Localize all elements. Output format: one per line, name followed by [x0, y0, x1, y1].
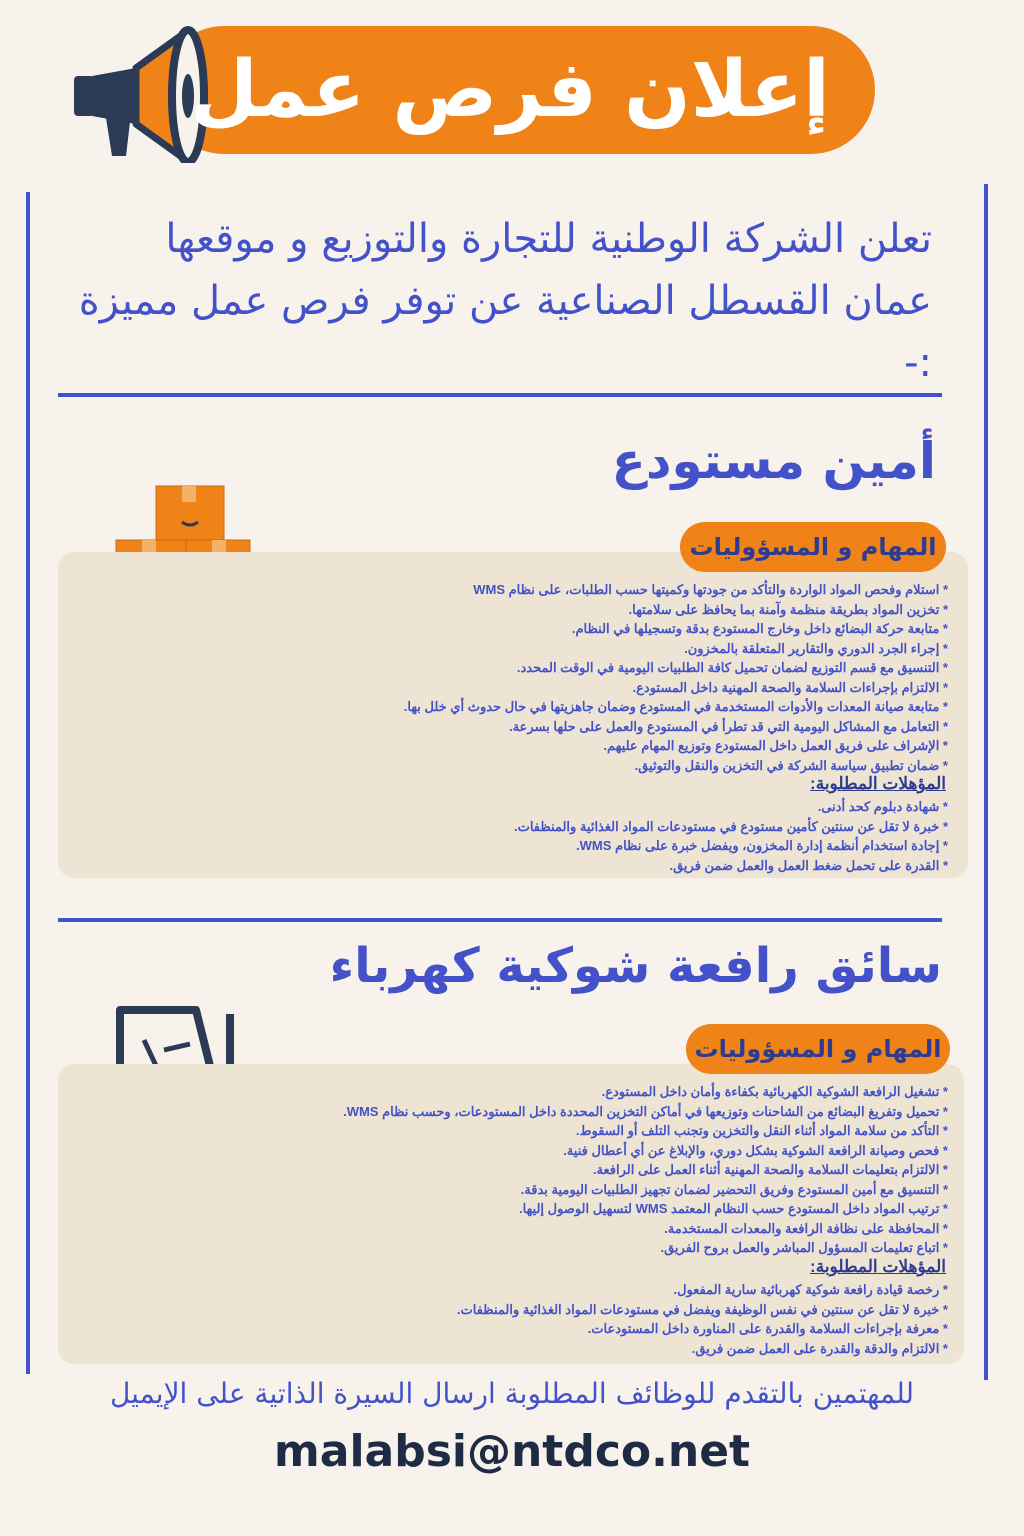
- frame-left-line: [26, 192, 30, 1374]
- page-title: إعلان فرص عمل: [190, 45, 830, 135]
- list-item: * رخصة قيادة رافعة شوكية كهربائية سارية المفعول.: [673, 1282, 948, 1297]
- list-item: * إجادة استخدام أنظمة إدارة المخزون، ويفضل خبرة على نظام WMS.: [576, 838, 948, 853]
- list-item: * متابعة صيانة المعدات والأدوات المستخدمة في المستودع وضمان جاهزيتها في حال حدوث أي خلل بها.: [403, 699, 948, 714]
- tasks-list: [300, 580, 948, 775]
- qualifications-list: [286, 1280, 948, 1358]
- list-item: * شهادة دبلوم كحد أدنى.: [817, 799, 948, 814]
- divider: [58, 918, 942, 922]
- list-item: * التنسيق مع أمين المستودع وفريق التحضير لضمان تجهيز الطلبيات اليومية بدقة.: [520, 1181, 948, 1197]
- qualifications-label: المؤهلات المطلوبة:: [810, 774, 946, 793]
- list-item: * خبرة لا تقل عن سنتين في نفس الوظيفة ويفضل في مستودعات المواد الغذائية والمنظفات.: [456, 1301, 948, 1317]
- list-item: * التأكد من سلامة المواد أثناء النقل والتخزين وتجنب التلف أو السقوط.: [575, 1123, 948, 1138]
- frame-right-line: [984, 184, 988, 1380]
- list-item: * الالتزام بإجراءات السلامة والصحة المهنية داخل المستودع.: [632, 679, 948, 695]
- list-item: * المحافظة على نظافة الرافعة والمعدات المستخدمة.: [664, 1220, 948, 1236]
- tasks-list: [286, 1082, 948, 1258]
- list-item: * الالتزام والدقة والقدرة على العمل ضمن فريق.: [691, 1340, 948, 1356]
- list-item: * الالتزام بتعليمات السلامة والصحة المهنية أثناء العمل على الرافعة.: [592, 1162, 948, 1177]
- job-title: أمين مستودع: [611, 432, 936, 490]
- call-to-action: للمهتمين بالتقدم للوظائف المطلوبة ارسال السيرة الذاتية على الإيميل: [109, 1377, 915, 1410]
- list-item: * تخزين المواد بطريقة منظمة وآمنة بما يحافظ على سلامتها.: [628, 601, 948, 617]
- list-item: * القدرة على تحمل ضغط العمل والعمل ضمن فريق.: [669, 857, 948, 873]
- list-item: * ضمان تطبيق سياسة الشركة في التخزين والنقل والتوثيق.: [634, 757, 948, 773]
- intro-text: تعلن الشركة الوطنية للتجارة والتوزيع و موقعها عمان القسطل الصناعية عن توفر فرص عمل مميزة :-: [78, 216, 932, 386]
- list-item: * اتباع تعليمات المسؤول المباشر والعمل بروح الفريق.: [660, 1240, 948, 1255]
- list-item: * معرفة بإجراءات السلامة والقدرة على المناورة داخل المستودعات.: [587, 1321, 948, 1336]
- list-item: * الإشراف على فريق العمل داخل المستودع وتوزيع المهام عليهم.: [603, 738, 948, 753]
- list-item: * تحميل وتفريغ البضائع من الشاحنات وتوزيعها في أماكن التخزين المحددة داخل المستودعات، وحسب نظام WMS.: [343, 1103, 948, 1119]
- qualifications-label: المؤهلات المطلوبة:: [810, 1257, 946, 1276]
- contact-email[interactable]: malabsi@ntdco.net: [273, 1426, 751, 1477]
- divider: [58, 393, 942, 397]
- list-item: * تشغيل الرافعة الشوكية الكهربائية بكفاءة وأمان داخل المستودع.: [601, 1084, 948, 1099]
- list-item: * فحص وصيانة الرافعة الشوكية بشكل دوري، والإبلاغ عن أي أعطال فنية.: [563, 1142, 948, 1158]
- tasks-label: المهام و المسؤوليات: [686, 1024, 950, 1074]
- list-item: * متابعة حركة البضائع داخل وخارج المستودع بدقة وتسجيلها في النظام.: [571, 621, 948, 636]
- list-item: * خبرة لا تقل عن سنتين كأمين مستودع في مستودعات المواد الغذائية والمنظفات.: [513, 818, 948, 834]
- list-item: * استلام وفحص المواد الواردة والتأكد من جودتها وكميتها حسب الطلبات، على نظام WMS: [473, 582, 948, 597]
- list-item: * التعامل مع المشاكل اليومية التي قد تطرأ في المستودع والعمل على حلها بسرعة.: [509, 718, 948, 734]
- list-item: * التنسيق مع قسم التوزيع لضمان تحميل كافة الطلبيات اليومية في الوقت المحدد.: [516, 660, 948, 675]
- tasks-label: المهام و المسؤوليات: [680, 522, 946, 572]
- list-item: * ترتيب المواد داخل المستودع حسب النظام المعتمد WMS لتسهيل الوصول إليها.: [518, 1201, 948, 1216]
- list-item: * إجراء الجرد الدوري والتقارير المتعلقة بالمخزون.: [684, 640, 948, 656]
- job-title: سائق رافعة شوكية كهرباء: [329, 938, 942, 994]
- qualifications-list: [300, 797, 948, 875]
